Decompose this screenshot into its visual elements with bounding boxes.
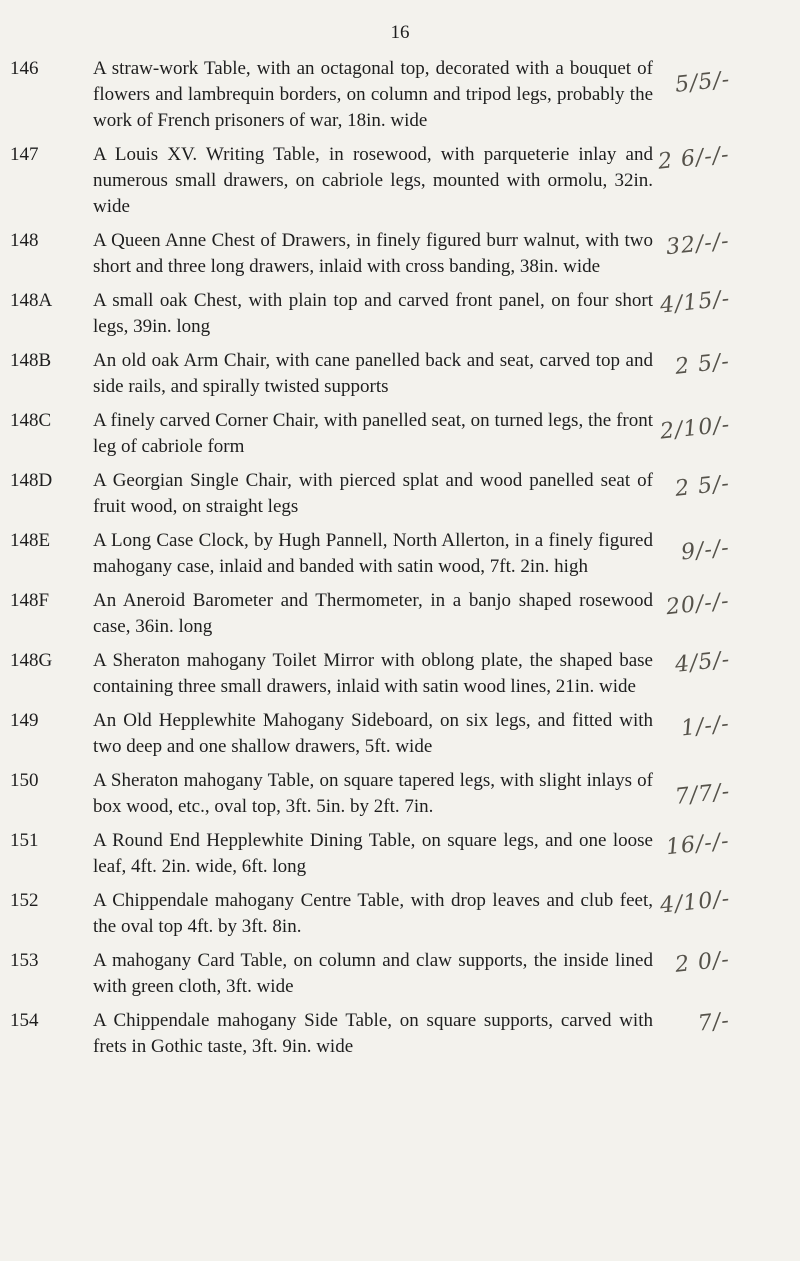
handwritten-price: 5/5/-: [673, 67, 732, 98]
lot-description: A finely carved Corner Chair, with panelled seat, on turned legs, the front leg of cabriole form: [93, 410, 653, 457]
lot-number: 148: [10, 230, 39, 251]
lot-number: 148A: [10, 290, 53, 311]
lot-entry: [0, 948, 800, 1000]
lot-entry: [0, 708, 800, 760]
handwritten-price: 2 5/-: [673, 471, 732, 502]
lot-number: 148B: [10, 350, 52, 371]
lot-entry: [0, 888, 800, 940]
lot-entry: [0, 408, 800, 460]
lot-entry: [0, 828, 800, 880]
handwritten-price: 2/10/-: [658, 412, 732, 445]
lot-description: A Chippendale mahogany Centre Table, with drop leaves and club feet, the oval top 4ft. by 3ft. 8in.: [93, 890, 653, 937]
lot-number: 148G: [10, 650, 53, 671]
lot-number: 151: [10, 830, 39, 851]
lot-entry: [0, 348, 800, 400]
lot-list: [0, 56, 800, 1060]
lot-entry: [0, 648, 800, 700]
lot-number: 146: [10, 58, 39, 79]
handwritten-price: 9/-/-: [680, 535, 732, 566]
lot-description: An Aneroid Barometer and Thermometer, in a banjo shaped rosewood case, 36in. long: [93, 590, 653, 637]
lot-entry: [0, 288, 800, 340]
lot-description: A Queen Anne Chest of Drawers, in finely figured burr walnut, with two short and three long drawers, inlaid with cross banding, 38in. wide: [93, 230, 653, 277]
lot-description: An old oak Arm Chair, with cane panelled back and seat, carved top and side rails, and spirally twisted supports: [93, 350, 653, 397]
lot-entry: [0, 56, 800, 134]
lot-number: 148D: [10, 470, 53, 491]
lot-description: A straw-work Table, with an octagonal top, decorated with a bouquet of flowers and lambrequin borders, on column and tripod legs, probably the work of French prisoners of war, 18in. wide: [93, 58, 653, 131]
lot-entry: [0, 228, 800, 280]
handwritten-price: 7/7/-: [673, 779, 732, 810]
handwritten-price: 2 6/-/-: [657, 142, 732, 175]
page-number: 16: [390, 22, 410, 43]
handwritten-price: 2 0/-: [673, 947, 732, 978]
lot-number: 148C: [10, 410, 52, 431]
lot-entry: [0, 468, 800, 520]
lot-description: A Long Case Clock, by Hugh Pannell, North Allerton, in a finely figured mahogany case, inlaid and banded with satin wood, 7ft. 2in. high: [93, 530, 653, 577]
lot-description: An Old Hepplewhite Mahogany Sideboard, on six legs, and fitted with two deep and one shallow drawers, 5ft. wide: [93, 710, 653, 757]
handwritten-price: 4/10/-: [658, 886, 732, 919]
lot-number: 148F: [10, 590, 50, 611]
lot-number: 147: [10, 144, 39, 165]
lot-number: 153: [10, 950, 39, 971]
lot-description: A Louis XV. Writing Table, in rosewood, with parqueterie inlay and numerous small drawers, on cabriole legs, mounted with ormolu, 32in. wide: [93, 144, 653, 217]
handwritten-price: 7/-: [696, 1008, 732, 1037]
handwritten-price: 1/-/-: [680, 711, 732, 742]
lot-entry: [0, 768, 800, 820]
handwritten-price: 4/15/-: [658, 286, 732, 319]
lot-number: 149: [10, 710, 39, 731]
lot-description: A Sheraton mahogany Table, on square tapered legs, with slight inlays of box wood, etc., oval top, 3ft. 5in. by 2ft. 7in.: [93, 770, 653, 817]
lot-description: A mahogany Card Table, on column and claw supports, the inside lined with green cloth, 3ft. wide: [93, 950, 653, 997]
lot-number: 150: [10, 770, 39, 791]
handwritten-price: 32/-/-: [665, 228, 732, 261]
handwritten-price: 2 5/-: [673, 349, 732, 380]
lot-description: A Sheraton mahogany Toilet Mirror with oblong plate, the shaped base containing three small drawers, inlaid with satin wood lines, 21in. wide: [93, 650, 653, 697]
lot-description: A Chippendale mahogany Side Table, on square supports, carved with frets in Gothic taste, 3ft. 9in. wide: [93, 1010, 653, 1057]
lot-number: 148E: [10, 530, 51, 551]
handwritten-price: 4/5/-: [673, 647, 732, 678]
lot-description: A Georgian Single Chair, with pierced splat and wood panelled seat of fruit wood, on straight legs: [93, 470, 653, 517]
lot-entry: [0, 588, 800, 640]
lot-entry: [0, 528, 800, 580]
lot-description: A small oak Chest, with plain top and carved front panel, on four short legs, 39in. long: [93, 290, 653, 337]
lot-number: 154: [10, 1010, 39, 1031]
handwritten-price: 16/-/-: [665, 828, 732, 861]
handwritten-price: 20/-/-: [665, 588, 732, 621]
lot-number: 152: [10, 890, 39, 911]
lot-entry: [0, 1008, 800, 1060]
lot-description: A Round End Hepplewhite Dining Table, on square legs, and one loose leaf, 4ft. 2in. wide, 6ft. long: [93, 830, 653, 877]
lot-entry: [0, 142, 800, 220]
